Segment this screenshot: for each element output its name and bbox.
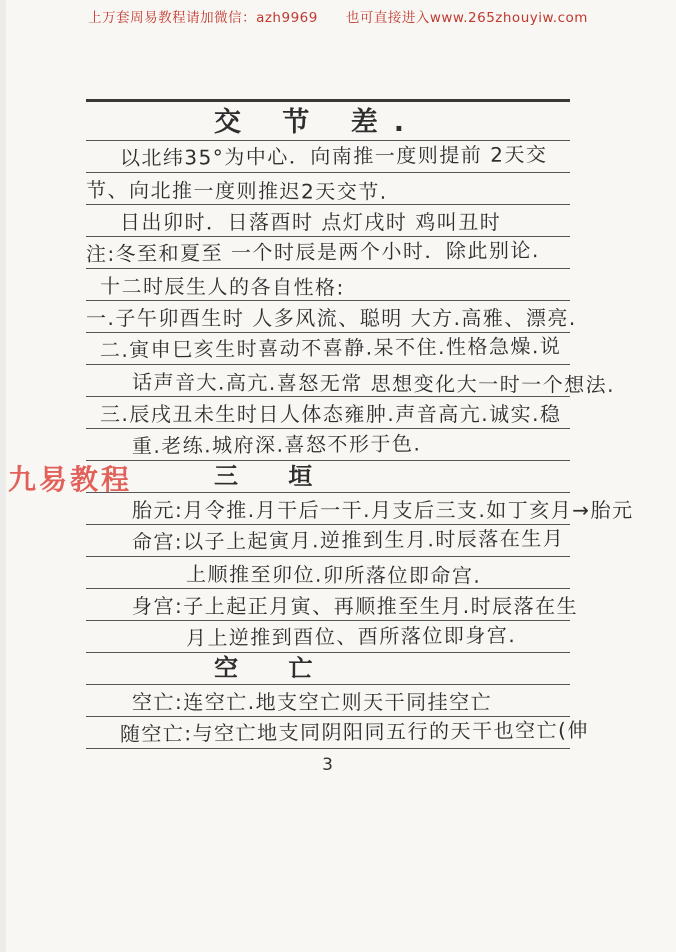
ruled-line <box>86 589 579 621</box>
ruled-line <box>86 173 570 205</box>
ruled-line <box>86 685 570 717</box>
ruled-line <box>86 621 570 653</box>
ruled-line <box>86 397 570 429</box>
ruled-line <box>86 461 570 493</box>
ruled-line <box>86 653 570 685</box>
ruled-line <box>86 102 570 141</box>
handwritten-text-shengong: 身宫:子上起正月寅、再顺推至生月.时辰落在生 <box>132 594 579 618</box>
handwritten-text: 重.老练.城府深.喜怒不形于色. <box>131 431 422 459</box>
handwritten-text-taiyuan: 胎元:月令推.月干后一干.月支后三支.如丁亥月→胎元 <box>132 498 634 522</box>
ruled-line <box>86 557 570 589</box>
handwritten-text: 以北纬35°为中心．向南推一度则提前 2天交 <box>119 142 548 171</box>
handwritten-text: 二.寅申巳亥生时喜动不喜静.呆不住.性格急燥.说 <box>99 333 562 363</box>
handwritten-text-kongwang: 空亡:连空亡.地支空亡则天干同挂空亡 <box>132 690 493 714</box>
page-number: 3 <box>322 755 334 775</box>
handwritten-text: 话声音大.高亢.喜怒无常 思想变化大一时一个想法. <box>132 370 616 397</box>
watermark-jiuyi-jiaocheng: 九易教程 <box>8 463 133 496</box>
handwritten-text-minggong: 命宫:以子上起寅月.逆推到生月.时辰落在生月 <box>131 526 565 555</box>
handwritten-text: 上顺推至卯位.卯所落位即命宫. <box>186 562 482 588</box>
section-title-jiaojiecha: 交 节 差. <box>214 107 421 138</box>
ruled-line <box>86 525 570 557</box>
ruled-line <box>86 717 590 749</box>
promo-header: 上万套周易教程请加微信：azh9969 也可直接进入www.265zhouyiw.com <box>88 10 588 26</box>
ruled-line <box>86 493 634 525</box>
section-heading-sanyuan: 三 垣 <box>214 462 319 491</box>
handwritten-text: 三.辰戌丑未生时日人体态雍肿.声音高亢.诚实.稳 <box>100 402 562 426</box>
ruled-line <box>86 237 570 269</box>
scan-edge-shadow <box>0 0 6 952</box>
handwritten-text: 日出卯时．日落酉时 点灯戌时 鸡叫丑时 <box>120 210 502 234</box>
section-heading-kongwang: 空 亡 <box>214 654 319 683</box>
handwritten-text-suikongwang: 随空亡:与空亡地支同阴阳同五行的天干也空亡(伸 <box>119 717 590 747</box>
notebook-sheet <box>85 99 634 775</box>
ruled-line <box>86 333 570 365</box>
ruled-line <box>86 301 577 333</box>
handwritten-text: 一.子午卯酉生时 人多风流、聪明 大方.高雅、漂亮. <box>86 306 577 330</box>
handwritten-text: 注:冬至和夏至 一个时辰是两个小时．除此别论. <box>85 238 540 267</box>
ruled-line <box>86 269 570 301</box>
ruled-line <box>86 141 570 173</box>
ruled-line <box>86 205 570 237</box>
handwritten-text: 月上逆推到酉位、酉所落位即身宫. <box>185 623 517 651</box>
handwritten-text: 十二时辰生人的各自性格: <box>100 274 345 300</box>
ruled-line <box>86 429 570 461</box>
ruled-line <box>86 365 616 397</box>
handwritten-text: 节、向北推一度则推迟2天交节. <box>86 178 388 204</box>
